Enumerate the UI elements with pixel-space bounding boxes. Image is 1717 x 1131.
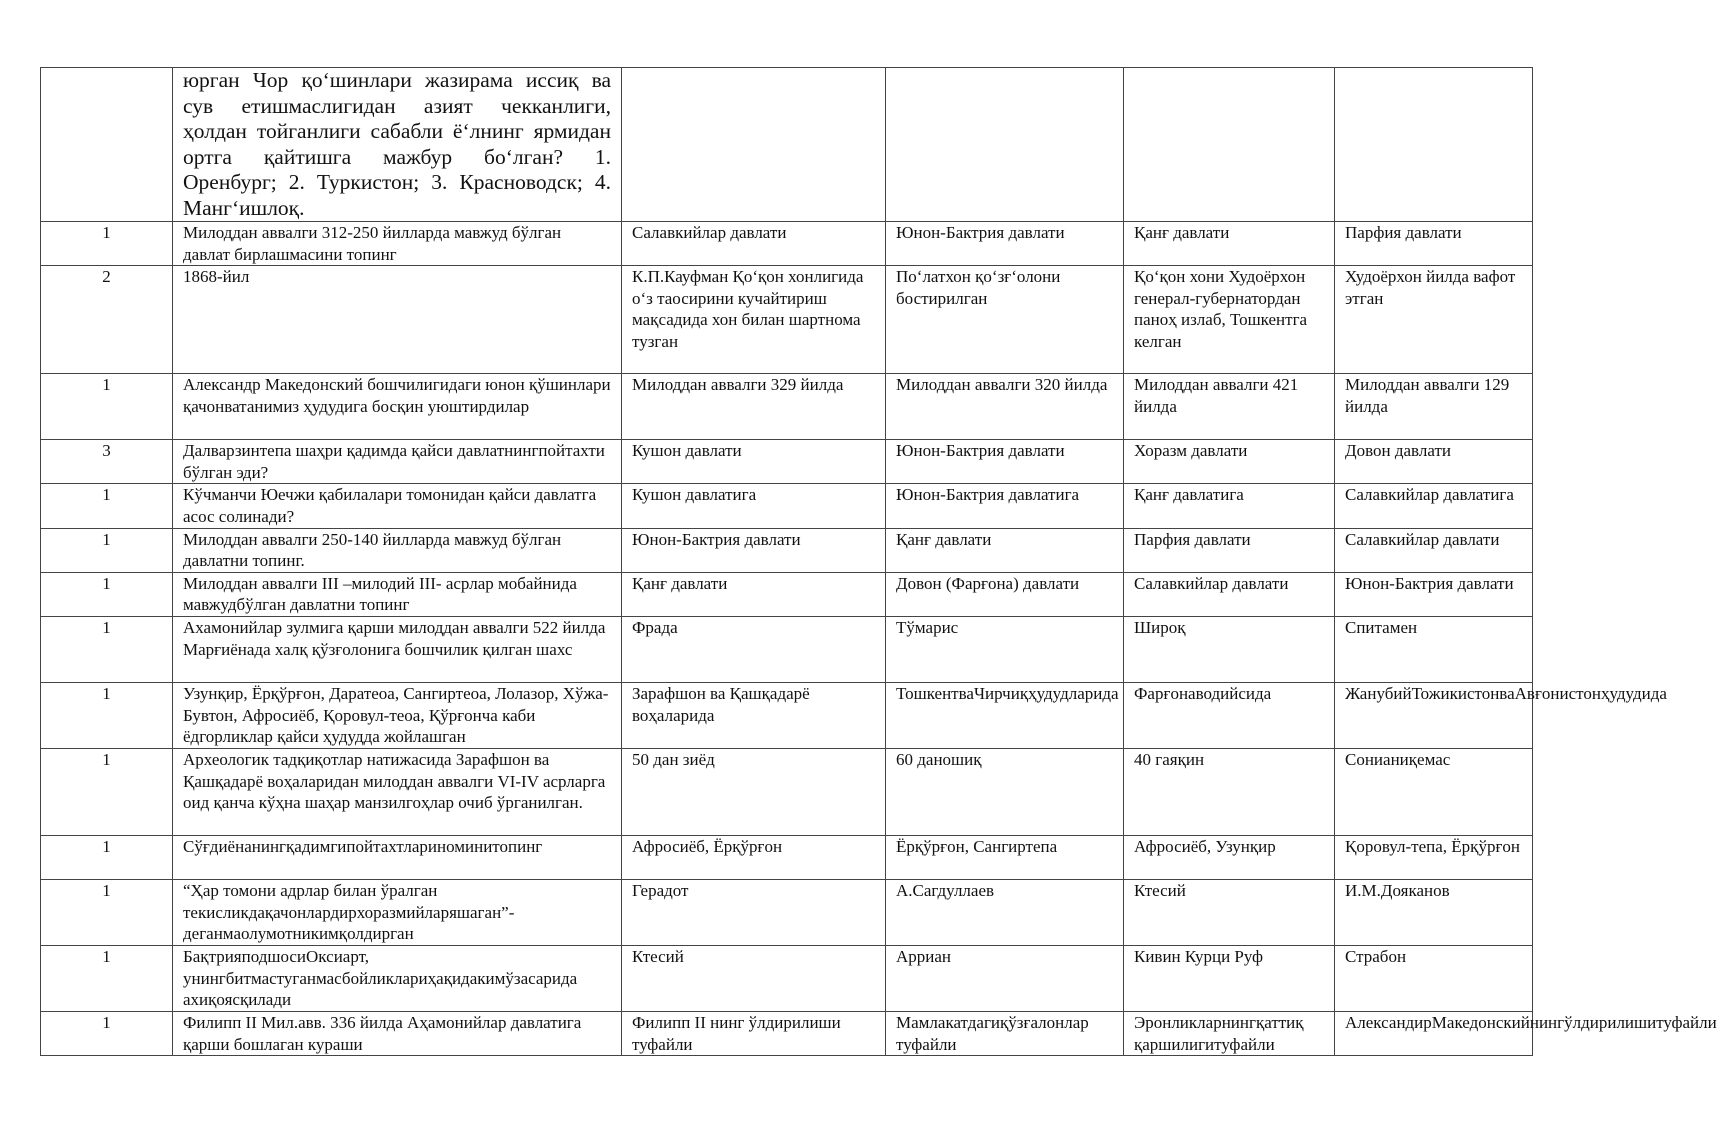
- table-row: [41, 440, 1533, 484]
- answer-c: 40 гаяқин: [1124, 748, 1335, 835]
- answer-d: Юнон-Бактрия давлати: [1335, 572, 1533, 616]
- answer-b: Мамлакатдагиқўзғалонлар туфайли: [886, 1011, 1124, 1055]
- answer-a: Милоддан аввалги 329 йилда: [622, 374, 886, 440]
- table-row: [41, 835, 1533, 879]
- question-cell: Кўчманчи Юечжи қабилалари томонидан қайси давлатга асос солинади?: [173, 484, 622, 528]
- answer-a: Юнон-Бактрия давлати: [622, 528, 886, 572]
- answer-d: Милоддан аввалги 129 йилда: [1335, 374, 1533, 440]
- answer-d: Салавкийлар давлати: [1335, 528, 1533, 572]
- row-number: 1: [41, 484, 173, 528]
- answer-a: Кушон давлати: [622, 440, 886, 484]
- table-row: [41, 616, 1533, 682]
- answer-a: 50 дан зиёд: [622, 748, 886, 835]
- answer-d: [1335, 68, 1533, 222]
- row-number: 1: [41, 616, 173, 682]
- answer-a: [622, 68, 886, 222]
- table-row: [41, 528, 1533, 572]
- row-number: 1: [41, 222, 173, 266]
- answer-a: К.П.Кауфман Қоʻқон хонлигида оʻз таосирини кучайтириш мақсадида хон билан шартнома тузган: [622, 266, 886, 374]
- row-number: 3: [41, 440, 173, 484]
- answer-a: Ктесий: [622, 945, 886, 1011]
- question-cell: Сўғдиёнанингқадимгипойтахтлариноминитопинг: [173, 835, 622, 879]
- answer-d: Страбон: [1335, 945, 1533, 1011]
- document-sheet: [40, 67, 1717, 1056]
- answer-a: Кушон давлатига: [622, 484, 886, 528]
- answer-b: Юнон-Бактрия давлати: [886, 440, 1124, 484]
- answer-d: Довон давлати: [1335, 440, 1533, 484]
- answer-b: Қанғ давлати: [886, 528, 1124, 572]
- answer-b: ТошкентваЧирчиқҳудудларида: [886, 682, 1124, 748]
- answer-c: Эронликларнингқаттиқ қаршилигитуфайли: [1124, 1011, 1335, 1055]
- question-cell: Милоддан аввалги 250-140 йилларда мавжуд бўлган давлатни топинг.: [173, 528, 622, 572]
- question-cell: [173, 68, 622, 222]
- question-line: ҳолдан тойганлиги сабабли ёʻлнинг ярмидан: [183, 119, 611, 143]
- question-line: Оренбург; 2. Туркистон; 3. Красноводск; 4.: [183, 170, 611, 194]
- answer-b: Юнон-Бактрия давлати: [886, 222, 1124, 266]
- row-number: 1: [41, 835, 173, 879]
- answer-c: Широқ: [1124, 616, 1335, 682]
- table-row: [41, 682, 1533, 748]
- row-number: [41, 68, 173, 222]
- answer-c: Парфия давлати: [1124, 528, 1335, 572]
- row-number: 1: [41, 374, 173, 440]
- question-line: ортга қайтишга мажбур боʻлган? 1.: [183, 144, 611, 169]
- answer-d: ЖанубийТожикистонваАвғонистонҳудудида: [1335, 682, 1533, 748]
- table-row: [41, 572, 1533, 616]
- table-row: [41, 1011, 1533, 1055]
- answer-c: Кивин Курци Руф: [1124, 945, 1335, 1011]
- question-cell: Милоддан аввалги III –милодий III- асрлар мобайнида мавжудбўлган давлатни топинг: [173, 572, 622, 616]
- question-line: юрган Чор қоʻшинлари жазирама иссиқ ва: [183, 68, 611, 92]
- question-cell: 1868-йил: [173, 266, 622, 374]
- row-number: 2: [41, 266, 173, 374]
- answer-b: Поʻлатхон қоʻзғʻолони бостирилган: [886, 266, 1124, 374]
- answer-c: Қоʻқон хони Худоёрхон генерал-губернатордан паноҳ излаб, Тошкентга келган: [1124, 266, 1335, 374]
- answer-a: Қанғ давлати: [622, 572, 886, 616]
- answer-a: Филипп II нинг ўлдирилиши туфайли: [622, 1011, 886, 1055]
- answer-d: И.М.Дояканов: [1335, 879, 1533, 945]
- row-number: 1: [41, 1011, 173, 1055]
- question-cell: Далварзинтепа шаҳри қадимда қайси давлатнингпойтахти бўлган эди?: [173, 440, 622, 484]
- row-number: 1: [41, 945, 173, 1011]
- answer-a: Фрада: [622, 616, 886, 682]
- question-line: Мангʻишлоқ.: [183, 195, 305, 220]
- answer-d: Салавкийлар давлатига: [1335, 484, 1533, 528]
- answer-d: Худоёрхон йилда вафот этган: [1335, 266, 1533, 374]
- answer-c: Хоразм давлати: [1124, 440, 1335, 484]
- answer-c: [1124, 68, 1335, 222]
- row-number: 1: [41, 572, 173, 616]
- answer-a: Зарафшон ва Қашқадарё воҳаларида: [622, 682, 886, 748]
- table-row: [41, 266, 1533, 374]
- answer-a: Салавкийлар давлати: [622, 222, 886, 266]
- answer-d: Спитамен: [1335, 616, 1533, 682]
- answer-d: Парфия давлати: [1335, 222, 1533, 266]
- question-cell: Александр Македонский бошчилигидаги юнон қўшинлари қачонватанимиз ҳудудига босқин уюштирдилар: [173, 374, 622, 440]
- answer-a: Афросиёб, Ёрқўрғон: [622, 835, 886, 879]
- answer-d: АлександирМакедонскийнингўлдирилишитуфайли: [1335, 1011, 1533, 1055]
- question-cell: Милоддан аввалги 312-250 йилларда мавжуд бўлган давлат бирлашмасини топинг: [173, 222, 622, 266]
- question-cell: Археологик тадқиқотлар натижасида Зарафшон ва Қашқадарё воҳаларидан милоддан аввалги VI-IV асрларга оид қанча кўҳна шаҳар манзилгоҳлар очиб ўрганилган.: [173, 748, 622, 835]
- answer-a: Герадот: [622, 879, 886, 945]
- answer-b: Юнон-Бактрия давлатига: [886, 484, 1124, 528]
- answer-c: Афросиёб, Узунқир: [1124, 835, 1335, 879]
- answer-b: [886, 68, 1124, 222]
- answer-b: Тўмарис: [886, 616, 1124, 682]
- row-number: 1: [41, 748, 173, 835]
- answer-b: Милоддан аввалги 320 йилда: [886, 374, 1124, 440]
- question-cell: БақтрияподшосиОксиарт, унингбитмастуганмасбойликлариҳақидакимўзасарида ахиқоясқилади: [173, 945, 622, 1011]
- question-cell: “Ҳар томони адрлар билан ўралган текисликдақачонлардирхоразмийларяшаган”- деганмаолумотникимқолдирган: [173, 879, 622, 945]
- answer-d: Сонианиқемас: [1335, 748, 1533, 835]
- questions-table: [40, 67, 1717, 1056]
- answer-b: Довон (Фарғона) давлати: [886, 572, 1124, 616]
- answer-c: Қанғ давлатига: [1124, 484, 1335, 528]
- answer-b: 60 даношиқ: [886, 748, 1124, 835]
- table-row: [41, 484, 1533, 528]
- answer-c: Қанғ давлати: [1124, 222, 1335, 266]
- table-row: [41, 748, 1533, 835]
- question-cell: Ахамонийлар зулмига қарши милоддан аввалги 522 йилда Марғиёнада халқ қўзғолонига бошчилик қилган шахс: [173, 616, 622, 682]
- table-row: [41, 879, 1533, 945]
- question-cell: Филипп II Мил.авв. 336 йилда Аҳамонийлар давлатига қарши бошлаган кураши: [173, 1011, 622, 1055]
- row-number: 1: [41, 528, 173, 572]
- table-row: [41, 374, 1533, 440]
- row-number: 1: [41, 682, 173, 748]
- answer-c: Фарғонаводийсида: [1124, 682, 1335, 748]
- answer-c: Ктесий: [1124, 879, 1335, 945]
- table-row: [41, 222, 1533, 266]
- answer-b: Ёрқўрғон, Сангиртепа: [886, 835, 1124, 879]
- table-row: [41, 68, 1533, 222]
- answer-b: А.Сагдуллаев: [886, 879, 1124, 945]
- row-number: 1: [41, 879, 173, 945]
- answer-c: Милоддан аввалги 421 йилда: [1124, 374, 1335, 440]
- question-cell: Узунқир, Ёрқўрғон, Даратеоа, Сангиртеоа, Лолазор, Хўжа-Бувтон, Афросиёб, Қоровул-теоа, Қўрғонча каби ёдгорликлар қайси ҳудудда жойлашган: [173, 682, 622, 748]
- answer-c: Салавкийлар давлати: [1124, 572, 1335, 616]
- table-row: [41, 945, 1533, 1011]
- answer-d: Қоровул-тепа, Ёрқўрғон: [1335, 835, 1533, 879]
- question-line: сув етишмаслигидан азият чекканлиги,: [183, 93, 611, 118]
- answer-b: Арриан: [886, 945, 1124, 1011]
